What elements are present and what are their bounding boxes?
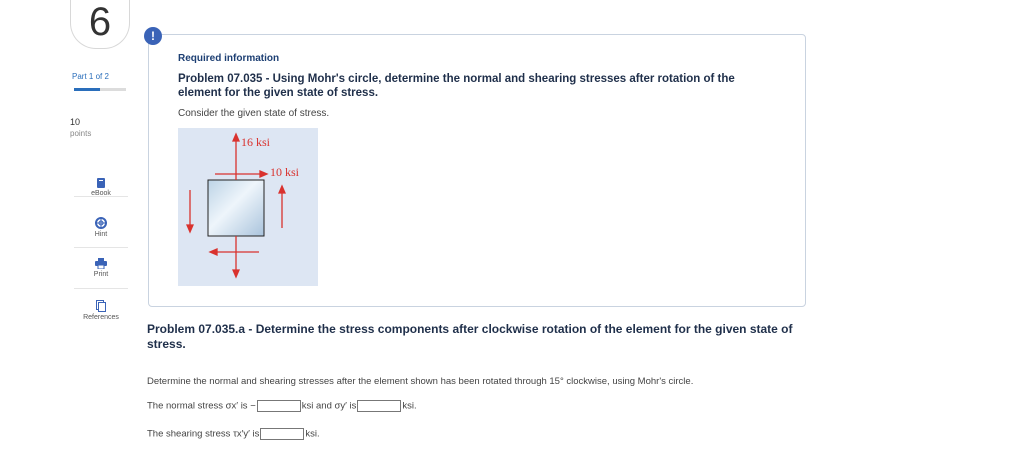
- ebook-button[interactable]: [74, 178, 128, 197]
- normal-stress-prefix: The normal stress σx′ is −: [147, 400, 256, 412]
- sigma-x-input[interactable]: [257, 400, 301, 412]
- alert-icon: !: [144, 27, 162, 45]
- sigma-y-input[interactable]: [357, 400, 401, 412]
- references-icon: [96, 300, 106, 312]
- top-normal-arrowhead: [233, 134, 239, 141]
- left-shear-arrowhead: [187, 225, 193, 232]
- part-progress-bar: [74, 88, 126, 91]
- shear-stress-label: 10 ksi: [270, 165, 300, 179]
- normal-stress-line: [147, 400, 417, 412]
- shear-stress-suffix: ksi.: [305, 428, 320, 440]
- part-indicator[interactable]: Part 1 of 2: [72, 72, 109, 81]
- right-shear-arrowhead: [279, 186, 285, 193]
- points-label: points: [70, 129, 92, 138]
- part-progress-fill: [74, 88, 100, 91]
- bottom-shear-arrowhead: [210, 249, 217, 255]
- normal-stress-suffix: ksi.: [402, 400, 417, 412]
- stress-element-figure: [178, 128, 318, 286]
- normal-stress-label: 16 ksi: [241, 135, 271, 149]
- part-a-instruction: Determine the normal and shearing stresses after the element shown has been rotated through 15° clockwise, using Mohr's circle.: [147, 376, 694, 387]
- problem-statement: Problem 07.035 - Using Mohr's circle, determine the normal and shearing stresses after rotation of the element for the given state of stress.: [178, 73, 735, 99]
- required-info-title: Required information: [178, 53, 280, 64]
- points-value: 10: [70, 117, 81, 127]
- part-a-title: Problem 07.035.a - Determine the stress components after clockwise rotation of the element for the given state of stress.: [147, 322, 793, 351]
- hint-label: Hint: [94, 231, 108, 238]
- top-shear-arrowhead: [260, 171, 267, 177]
- lifebuoy-icon: [95, 217, 107, 229]
- shear-stress-prefix: The shearing stress τx′y′ is: [147, 428, 260, 440]
- references-button[interactable]: [74, 300, 128, 330]
- print-button[interactable]: [74, 258, 128, 289]
- stress-element-square: [208, 180, 264, 236]
- printer-icon: [95, 258, 107, 269]
- stress-element-diagram: [178, 128, 318, 286]
- bottom-normal-arrowhead: [233, 270, 239, 277]
- hint-button[interactable]: [74, 217, 128, 248]
- question-number: 6: [70, 0, 130, 49]
- tau-input[interactable]: [260, 428, 304, 440]
- book-icon: [96, 178, 106, 188]
- print-label: Print: [93, 271, 109, 278]
- references-label: References: [83, 314, 119, 321]
- normal-stress-mid: ksi and σy′ is: [301, 400, 357, 412]
- shear-stress-line: [147, 428, 320, 440]
- ebook-label: eBook: [91, 190, 111, 197]
- consider-text: Consider the given state of stress.: [178, 108, 330, 119]
